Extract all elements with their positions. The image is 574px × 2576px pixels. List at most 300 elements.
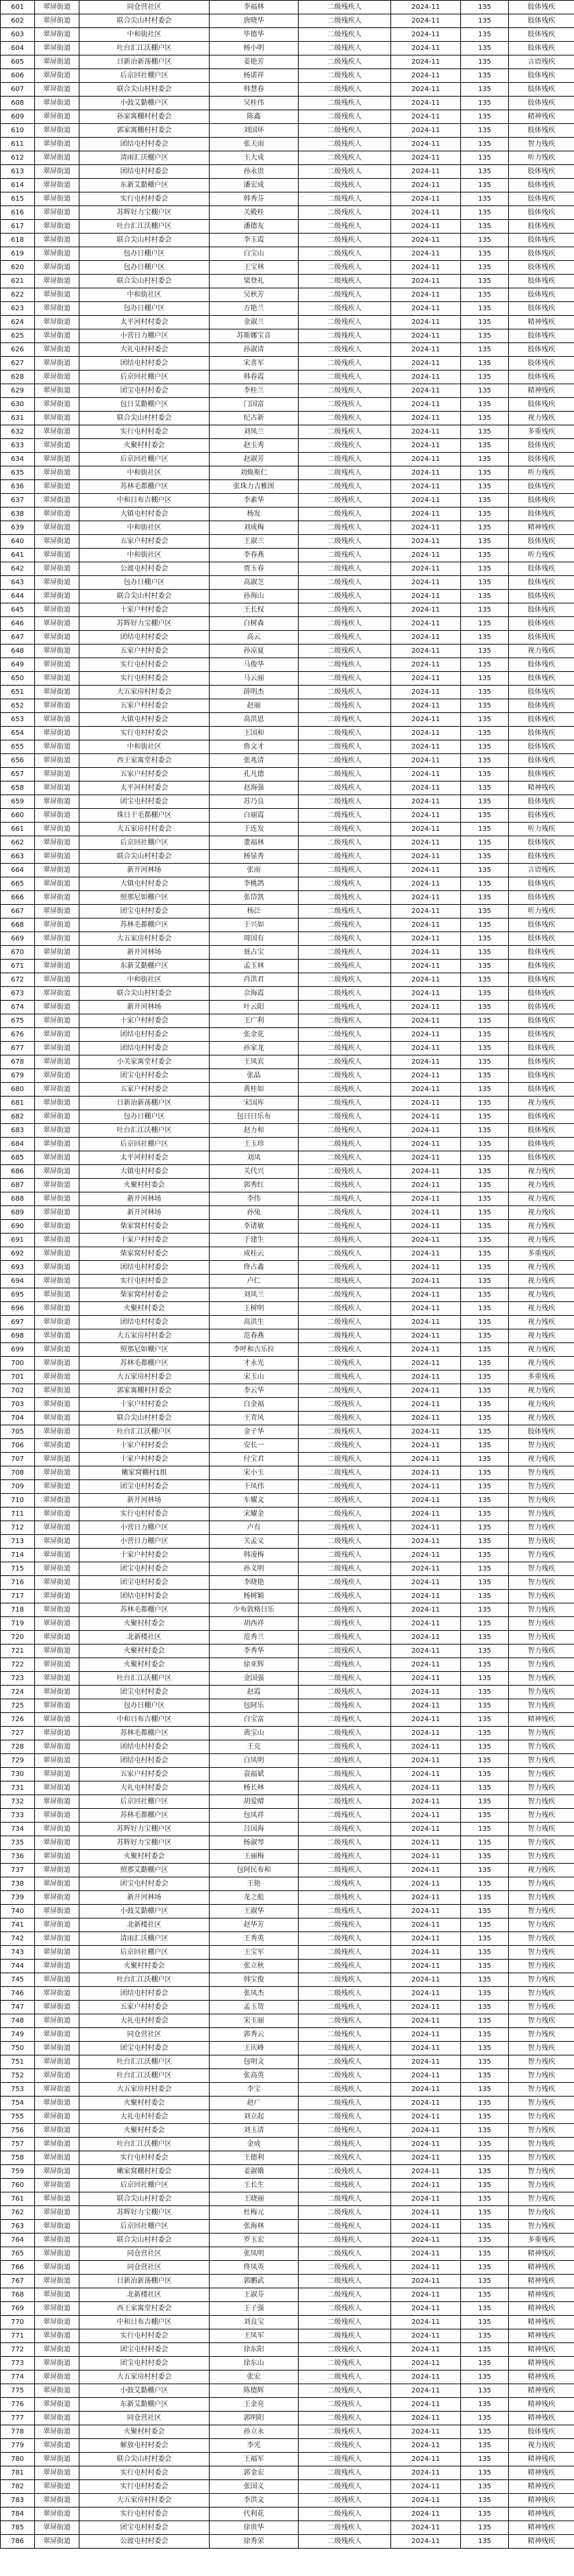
table-row xyxy=(1,1535,574,1549)
cell-amount: 135 xyxy=(461,521,509,535)
cell-amount: 135 xyxy=(461,1699,509,1713)
cell-town: 翠屏街道 xyxy=(35,549,79,562)
table-row xyxy=(1,1713,574,1727)
table-row xyxy=(1,165,574,179)
cell-month: 2024-11 xyxy=(391,1206,461,1220)
cell-category: 二级残疾人 xyxy=(299,1918,391,1932)
cell-town: 翠屏街道 xyxy=(35,439,79,453)
cell-amount: 135 xyxy=(461,2329,509,2343)
cell-disability: 智力残疾 xyxy=(509,1932,574,1946)
cell-disability: 肢体残疾 xyxy=(509,918,574,932)
table-row xyxy=(1,288,574,302)
cell-name: 李洪文 xyxy=(210,2494,299,2508)
cell-category: 二级残疾人 xyxy=(299,1192,391,1206)
table-row xyxy=(1,1809,574,1823)
cell-month: 2024-11 xyxy=(391,521,461,535)
cell-disability: 肢体残疾 xyxy=(509,754,574,768)
cell-amount: 135 xyxy=(461,850,509,864)
cell-name: 韩秀芬 xyxy=(210,192,299,206)
table-row xyxy=(1,2055,574,2069)
cell-category: 二级残疾人 xyxy=(299,2179,391,2192)
cell-no: 622 xyxy=(1,288,35,302)
cell-category: 二级残疾人 xyxy=(299,412,391,425)
cell-name: 王树明 xyxy=(210,1302,299,1316)
cell-amount: 135 xyxy=(461,206,509,220)
cell-town: 翠屏街道 xyxy=(35,2508,79,2521)
cell-name: 吕国海 xyxy=(210,1823,299,1836)
cell-category: 二级残疾人 xyxy=(299,809,391,823)
cell-category: 二级残疾人 xyxy=(299,192,391,206)
cell-no: 762 xyxy=(1,2206,35,2220)
table-row xyxy=(1,1275,574,1288)
cell-amount: 135 xyxy=(461,439,509,453)
cell-village: 火聚村村委会 xyxy=(79,2097,210,2110)
cell-village: 火聚村村委会 xyxy=(79,1645,210,1658)
cell-month: 2024-11 xyxy=(391,1535,461,1549)
cell-category: 二级残疾人 xyxy=(299,398,391,412)
cell-town: 翠屏街道 xyxy=(35,2179,79,2192)
table-row xyxy=(1,1179,574,1192)
cell-month: 2024-11 xyxy=(391,905,461,918)
cell-month: 2024-11 xyxy=(391,343,461,357)
cell-month: 2024-11 xyxy=(391,1973,461,1987)
cell-disability: 智力残疾 xyxy=(509,1508,574,1521)
cell-village: 小鼓艾勤棚户区 xyxy=(79,1905,210,1918)
cell-town: 翠屏街道 xyxy=(35,412,79,425)
cell-category: 二级残疾人 xyxy=(299,124,391,138)
cell-no: 616 xyxy=(1,206,35,220)
cell-category: 二级残疾人 xyxy=(299,97,391,110)
cell-no: 684 xyxy=(1,1138,35,1151)
cell-category: 二级残疾人 xyxy=(299,2412,391,2425)
cell-category: 二级残疾人 xyxy=(299,2220,391,2234)
cell-name: 潘德友 xyxy=(210,220,299,234)
cell-name: 李素华 xyxy=(210,494,299,508)
cell-month: 2024-11 xyxy=(391,220,461,234)
cell-village: 火聚村村委会 xyxy=(79,1302,210,1316)
cell-category: 二级残疾人 xyxy=(299,2192,391,2206)
table-row xyxy=(1,2508,574,2521)
cell-no: 764 xyxy=(1,2234,35,2247)
cell-amount: 135 xyxy=(461,1151,509,1165)
table-row xyxy=(1,603,574,617)
cell-disability: 肢体残疾 xyxy=(509,165,574,179)
table-row xyxy=(1,2288,574,2302)
cell-no: 721 xyxy=(1,1645,35,1658)
cell-town: 翠屏街道 xyxy=(35,740,79,754)
cell-category: 二级残疾人 xyxy=(299,1343,391,1357)
cell-village: 西王家寓堂村委会 xyxy=(79,754,210,768)
cell-village: 团宝屯村村委会 xyxy=(79,1069,210,1083)
cell-disability: 肢体残疾 xyxy=(509,1425,574,1439)
cell-town: 翠屏街道 xyxy=(35,699,79,713)
cell-month: 2024-11 xyxy=(391,1275,461,1288)
cell-month: 2024-11 xyxy=(391,2508,461,2521)
cell-village: 吐台汇江沃棚户区 xyxy=(79,1973,210,1987)
table-row xyxy=(1,206,574,220)
cell-name: 包阿乐 xyxy=(210,1699,299,1713)
cell-no: 760 xyxy=(1,2179,35,2192)
cell-month: 2024-11 xyxy=(391,466,461,480)
cell-town: 翠屏街道 xyxy=(35,795,79,809)
cell-month: 2024-11 xyxy=(391,28,461,42)
table-row xyxy=(1,1631,574,1645)
cell-town: 翠屏街道 xyxy=(35,124,79,138)
cell-town: 翠屏街道 xyxy=(35,603,79,617)
cell-disability: 肢体残疾 xyxy=(509,795,574,809)
cell-town: 翠屏街道 xyxy=(35,1425,79,1439)
cell-town: 翠屏街道 xyxy=(35,2535,79,2549)
cell-no: 755 xyxy=(1,2110,35,2124)
cell-no: 658 xyxy=(1,781,35,795)
cell-month: 2024-11 xyxy=(391,973,461,987)
cell-month: 2024-11 xyxy=(391,2234,461,2247)
cell-no: 711 xyxy=(1,1508,35,1521)
cell-month: 2024-11 xyxy=(391,740,461,754)
cell-village: 新开河林场 xyxy=(79,1192,210,1206)
cell-category: 二级残疾人 xyxy=(299,1439,391,1453)
cell-amount: 135 xyxy=(461,864,509,877)
cell-amount: 135 xyxy=(461,686,509,699)
table-row xyxy=(1,2371,574,2384)
table-row xyxy=(1,1261,574,1275)
table-row xyxy=(1,1658,574,1672)
cell-disability: 肢体残疾 xyxy=(509,713,574,727)
cell-village: 联合尖山村村委会 xyxy=(79,412,210,425)
cell-disability: 智力残疾 xyxy=(509,2165,574,2179)
cell-village: 后京回社棚户区 xyxy=(79,1795,210,1809)
cell-no: 709 xyxy=(1,1480,35,1494)
cell-month: 2024-11 xyxy=(391,2535,461,2549)
cell-no: 780 xyxy=(1,2453,35,2466)
cell-month: 2024-11 xyxy=(391,1631,461,1645)
cell-category: 二级残疾人 xyxy=(299,590,391,603)
cell-town: 翠屏街道 xyxy=(35,494,79,508)
cell-no: 647 xyxy=(1,631,35,645)
cell-amount: 135 xyxy=(461,1165,509,1179)
cell-name: 叶云阳 xyxy=(210,1001,299,1014)
cell-name: 刘立起 xyxy=(210,2110,299,2124)
cell-village: 柴家窝村村委会 xyxy=(79,1247,210,1261)
cell-disability: 肢体残疾 xyxy=(509,850,574,864)
cell-disability: 肢体残疾 xyxy=(509,1069,574,1083)
cell-no: 664 xyxy=(1,864,35,877)
cell-amount: 135 xyxy=(461,1398,509,1412)
cell-disability: 智力残疾 xyxy=(509,1905,574,1918)
cell-village: 火聚村村委会 xyxy=(79,1658,210,1672)
cell-name: 刘成梅 xyxy=(210,521,299,535)
cell-amount: 135 xyxy=(461,699,509,713)
cell-village: 同仓营社区 xyxy=(79,2028,210,2042)
cell-amount: 135 xyxy=(461,2316,509,2329)
cell-village: 包办日棚户区 xyxy=(79,302,210,316)
cell-town: 翠屏街道 xyxy=(35,480,79,494)
cell-amount: 135 xyxy=(461,1823,509,1836)
cell-month: 2024-11 xyxy=(391,1850,461,1864)
table-row xyxy=(1,645,574,658)
cell-amount: 135 xyxy=(461,905,509,918)
cell-village: 团结屯村村委会 xyxy=(79,1987,210,2001)
cell-amount: 135 xyxy=(461,398,509,412)
cell-name: 代利花 xyxy=(210,2508,299,2521)
cell-month: 2024-11 xyxy=(391,1987,461,2001)
cell-no: 757 xyxy=(1,2138,35,2151)
cell-month: 2024-11 xyxy=(391,2042,461,2055)
cell-month: 2024-11 xyxy=(391,1576,461,1590)
table-row xyxy=(1,549,574,562)
cell-town: 翠屏街道 xyxy=(35,521,79,535)
cell-name: 少布敦格日乐 xyxy=(210,1603,299,1617)
cell-month: 2024-11 xyxy=(391,850,461,864)
cell-no: 782 xyxy=(1,2480,35,2494)
cell-name: 王宝军 xyxy=(210,1946,299,1960)
cell-month: 2024-11 xyxy=(391,2192,461,2206)
cell-amount: 135 xyxy=(461,1,509,14)
cell-month: 2024-11 xyxy=(391,1713,461,1727)
cell-disability: 智力残疾 xyxy=(509,1631,574,1645)
cell-name: 王淑华 xyxy=(210,1905,299,1918)
cell-disability: 肢体残疾 xyxy=(509,562,574,576)
cell-village: 包办日棚户区 xyxy=(79,247,210,261)
cell-disability: 智力残疾 xyxy=(509,1960,574,1973)
cell-month: 2024-11 xyxy=(391,1453,461,1466)
cell-name: 张凤明 xyxy=(210,2247,299,2261)
cell-amount: 135 xyxy=(461,1508,509,1521)
table-row xyxy=(1,1069,574,1083)
cell-month: 2024-11 xyxy=(391,535,461,549)
cell-category: 二级残疾人 xyxy=(299,631,391,645)
cell-name: 李诸敏 xyxy=(210,1220,299,1234)
cell-village: 团结屯村村委会 xyxy=(79,631,210,645)
cell-no: 675 xyxy=(1,1014,35,1028)
cell-village: 苏辉好力宝棚户区 xyxy=(79,2206,210,2220)
cell-category: 二级残疾人 xyxy=(299,1960,391,1973)
cell-month: 2024-11 xyxy=(391,864,461,877)
cell-no: 696 xyxy=(1,1302,35,1316)
cell-amount: 135 xyxy=(461,151,509,165)
cell-town: 翠屏街道 xyxy=(35,2384,79,2398)
table-row xyxy=(1,192,574,206)
cell-name: 毕德华 xyxy=(210,28,299,42)
cell-category: 二级残疾人 xyxy=(299,1014,391,1028)
cell-village: 联合尖山村村委会 xyxy=(79,14,210,28)
cell-category: 二级残疾人 xyxy=(299,2151,391,2165)
cell-name: 赵华芳 xyxy=(210,1918,299,1932)
cell-month: 2024-11 xyxy=(391,398,461,412)
table-row xyxy=(1,1001,574,1014)
cell-no: 786 xyxy=(1,2535,35,2549)
table-row xyxy=(1,1864,574,1877)
cell-month: 2024-11 xyxy=(391,1329,461,1343)
cell-village: 大五家房村村委会 xyxy=(79,2083,210,2097)
cell-name: 王凤军 xyxy=(210,2329,299,2343)
cell-disability: 智力残疾 xyxy=(509,1823,574,1836)
cell-disability: 肢体残疾 xyxy=(509,192,574,206)
cell-name: 王青风 xyxy=(210,1412,299,1425)
cell-month: 2024-11 xyxy=(391,1179,461,1192)
table-row xyxy=(1,836,574,850)
cell-town: 翠屏街道 xyxy=(35,247,79,261)
cell-name: 张高英 xyxy=(210,2069,299,2083)
cell-town: 翠屏街道 xyxy=(35,1329,79,1343)
cell-no: 606 xyxy=(1,69,35,83)
table-row xyxy=(1,1603,574,1617)
cell-name: 胡爱晴 xyxy=(210,1795,299,1809)
cell-amount: 135 xyxy=(461,1384,509,1398)
cell-village: 吐台汇江沃棚户区 xyxy=(79,220,210,234)
cell-name: 贾玉春 xyxy=(210,562,299,576)
cell-amount: 135 xyxy=(461,316,509,329)
cell-town: 翠屏街道 xyxy=(35,165,79,179)
cell-month: 2024-11 xyxy=(391,2357,461,2371)
cell-month: 2024-11 xyxy=(391,2466,461,2480)
cell-name: 范秀兰 xyxy=(210,1631,299,1645)
cell-category: 二级残疾人 xyxy=(299,2398,391,2412)
cell-disability: 听力残疾 xyxy=(509,466,574,480)
cell-village: 吐台汇江沃棚户区 xyxy=(79,2055,210,2069)
table-row xyxy=(1,1343,574,1357)
cell-month: 2024-11 xyxy=(391,2398,461,2412)
table-row xyxy=(1,1686,574,1699)
cell-month: 2024-11 xyxy=(391,1055,461,1069)
cell-category: 二级残疾人 xyxy=(299,2439,391,2453)
cell-no: 657 xyxy=(1,768,35,781)
cell-name: 孟玉贺 xyxy=(210,2001,299,2014)
cell-category: 二级残疾人 xyxy=(299,2110,391,2124)
cell-disability: 肢体残疾 xyxy=(509,1110,574,1124)
cell-disability: 智力残疾 xyxy=(509,2110,574,2124)
table-row xyxy=(1,412,574,425)
cell-amount: 135 xyxy=(461,562,509,576)
cell-no: 690 xyxy=(1,1220,35,1234)
cell-village: 团宝屯村村委会 xyxy=(79,384,210,398)
table-row xyxy=(1,823,574,836)
table-row xyxy=(1,2439,574,2453)
cell-disability: 精神残疾 xyxy=(509,2521,574,2535)
cell-village: 太平河村村委会 xyxy=(79,316,210,329)
cell-village: 团结屯村村委会 xyxy=(79,165,210,179)
cell-month: 2024-11 xyxy=(391,1740,461,1754)
table-row xyxy=(1,1891,574,1905)
cell-no: 759 xyxy=(1,2165,35,2179)
cell-town: 翠屏街道 xyxy=(35,2261,79,2275)
cell-village: 团宝屯村村委会 xyxy=(79,2343,210,2357)
cell-amount: 135 xyxy=(461,2288,509,2302)
cell-town: 翠屏街道 xyxy=(35,1001,79,1014)
cell-no: 683 xyxy=(1,1124,35,1138)
cell-category: 二级残疾人 xyxy=(299,535,391,549)
cell-category: 二级残疾人 xyxy=(299,2001,391,2014)
cell-village: 团结屯村村委会 xyxy=(79,1740,210,1754)
cell-village: 吐台汇江沃棚户区 xyxy=(79,2069,210,2083)
cell-month: 2024-11 xyxy=(391,1069,461,1083)
cell-month: 2024-11 xyxy=(391,1699,461,1713)
cell-no: 765 xyxy=(1,2247,35,2261)
cell-no: 617 xyxy=(1,220,35,234)
cell-no: 739 xyxy=(1,1891,35,1905)
table-row xyxy=(1,1645,574,1658)
cell-disability: 肢体残疾 xyxy=(509,42,574,55)
cell-name: 李桃鸽 xyxy=(210,877,299,891)
table-row xyxy=(1,371,574,384)
cell-town: 翠屏街道 xyxy=(35,617,79,631)
cell-no: 701 xyxy=(1,1371,35,1384)
cell-category: 二级残疾人 xyxy=(299,768,391,781)
cell-month: 2024-11 xyxy=(391,97,461,110)
cell-category: 二级残疾人 xyxy=(299,110,391,124)
cell-category: 二级残疾人 xyxy=(299,905,391,918)
cell-disability: 精神残疾 xyxy=(509,1713,574,1727)
cell-village: 北新楼社区 xyxy=(79,2288,210,2302)
table-row xyxy=(1,2398,574,2412)
table-row xyxy=(1,535,574,549)
cell-category: 二级残疾人 xyxy=(299,617,391,631)
table-row xyxy=(1,2083,574,2097)
cell-no: 700 xyxy=(1,1357,35,1371)
cell-category: 二级残疾人 xyxy=(299,1055,391,1069)
cell-no: 679 xyxy=(1,1069,35,1083)
cell-disability: 智力残疾 xyxy=(509,1740,574,1754)
cell-month: 2024-11 xyxy=(391,2138,461,2151)
cell-name: 龙之彪 xyxy=(210,1891,299,1905)
cell-category: 二级残疾人 xyxy=(299,645,391,658)
cell-village: 吐台汇江沃棚户区 xyxy=(79,1425,210,1439)
cell-village: 中和街社区 xyxy=(79,28,210,42)
cell-category: 二级残疾人 xyxy=(299,2302,391,2316)
cell-town: 翠屏街道 xyxy=(35,850,79,864)
cell-month: 2024-11 xyxy=(391,891,461,905)
cell-month: 2024-11 xyxy=(391,1151,461,1165)
cell-name: 杨淑琴 xyxy=(210,1836,299,1850)
cell-village: 大五家房村村委会 xyxy=(79,2494,210,2508)
table-row xyxy=(1,987,574,1001)
cell-category: 二级残疾人 xyxy=(299,1247,391,1261)
cell-town: 翠屏街道 xyxy=(35,425,79,439)
table-row xyxy=(1,1425,574,1439)
table-row xyxy=(1,1946,574,1960)
table-row xyxy=(1,1754,574,1768)
cell-disability: 智力残疾 xyxy=(509,2083,574,2097)
cell-amount: 135 xyxy=(461,740,509,754)
cell-village: 新开河林场 xyxy=(79,864,210,877)
cell-name: 张宏 xyxy=(210,2371,299,2384)
cell-disability: 肢体残疾 xyxy=(509,371,574,384)
table-row xyxy=(1,261,574,275)
cell-village: 团宝屯村村委会 xyxy=(79,905,210,918)
cell-town: 翠屏街道 xyxy=(35,316,79,329)
cell-amount: 135 xyxy=(461,631,509,645)
cell-town: 翠屏街道 xyxy=(35,1877,79,1891)
cell-name: 关孟义 xyxy=(210,1535,299,1549)
cell-village: 后京回社棚户区 xyxy=(79,2179,210,2192)
cell-month: 2024-11 xyxy=(391,699,461,713)
cell-no: 707 xyxy=(1,1453,35,1466)
table-row xyxy=(1,480,574,494)
cell-month: 2024-11 xyxy=(391,124,461,138)
cell-no: 766 xyxy=(1,2261,35,2275)
table-row xyxy=(1,1412,574,1425)
cell-name: 李晓艳 xyxy=(210,1576,299,1590)
table-row xyxy=(1,686,574,699)
cell-no: 741 xyxy=(1,1918,35,1932)
table-row xyxy=(1,1590,574,1603)
table-row xyxy=(1,1316,574,1329)
cell-name: 薛明杰 xyxy=(210,686,299,699)
cell-month: 2024-11 xyxy=(391,1466,461,1480)
cell-village: 小关家寓堂村委会 xyxy=(79,1055,210,1069)
cell-town: 翠屏街道 xyxy=(35,946,79,960)
cell-name: 王长生 xyxy=(210,2179,299,2192)
